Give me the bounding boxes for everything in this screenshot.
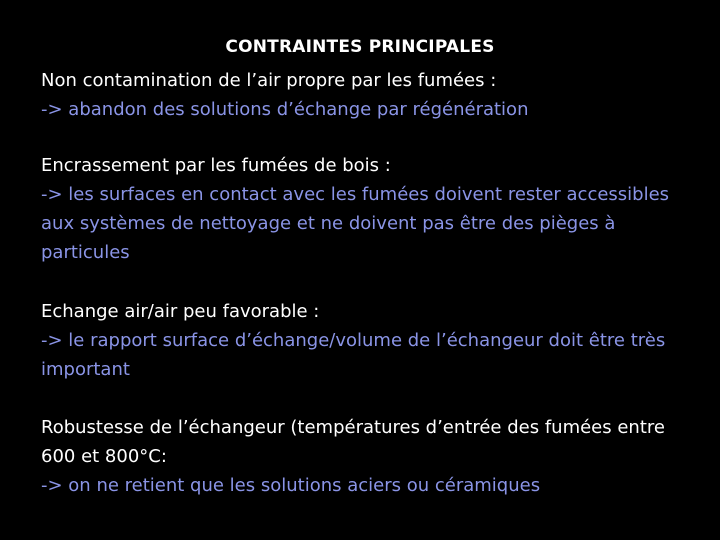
- constraint-item-exchange: [41, 297, 691, 384]
- constraint-item-robustness: [41, 413, 691, 500]
- constraint-item-fouling: [41, 151, 691, 267]
- constraint-detail: -> le rapport surface d’échange/volume de l’échangeur doit être très important: [41, 330, 666, 380]
- constraint-heading: Non contamination de l’air propre par les fumées :: [41, 70, 497, 91]
- constraint-detail: -> les surfaces en contact avec les fumées doivent rester accessibles aux systèmes de nettoyage et ne doivent pas être des pièges à particules: [41, 184, 670, 263]
- constraint-item-contamination: [41, 66, 691, 124]
- constraint-detail: -> abandon des solutions d’échange par régénération: [41, 99, 529, 120]
- constraint-heading: Echange air/air peu favorable :: [41, 301, 320, 322]
- constraint-heading: Encrassement par les fumées de bois :: [41, 155, 391, 176]
- constraint-heading: Robustesse de l’échangeur (températures d’entrée des fumées entre 600 et 800°C:: [41, 417, 665, 467]
- constraint-detail: -> on ne retient que les solutions aciers ou céramiques: [41, 475, 541, 496]
- slide-title: CONTRAINTES PRINCIPALES: [225, 37, 495, 57]
